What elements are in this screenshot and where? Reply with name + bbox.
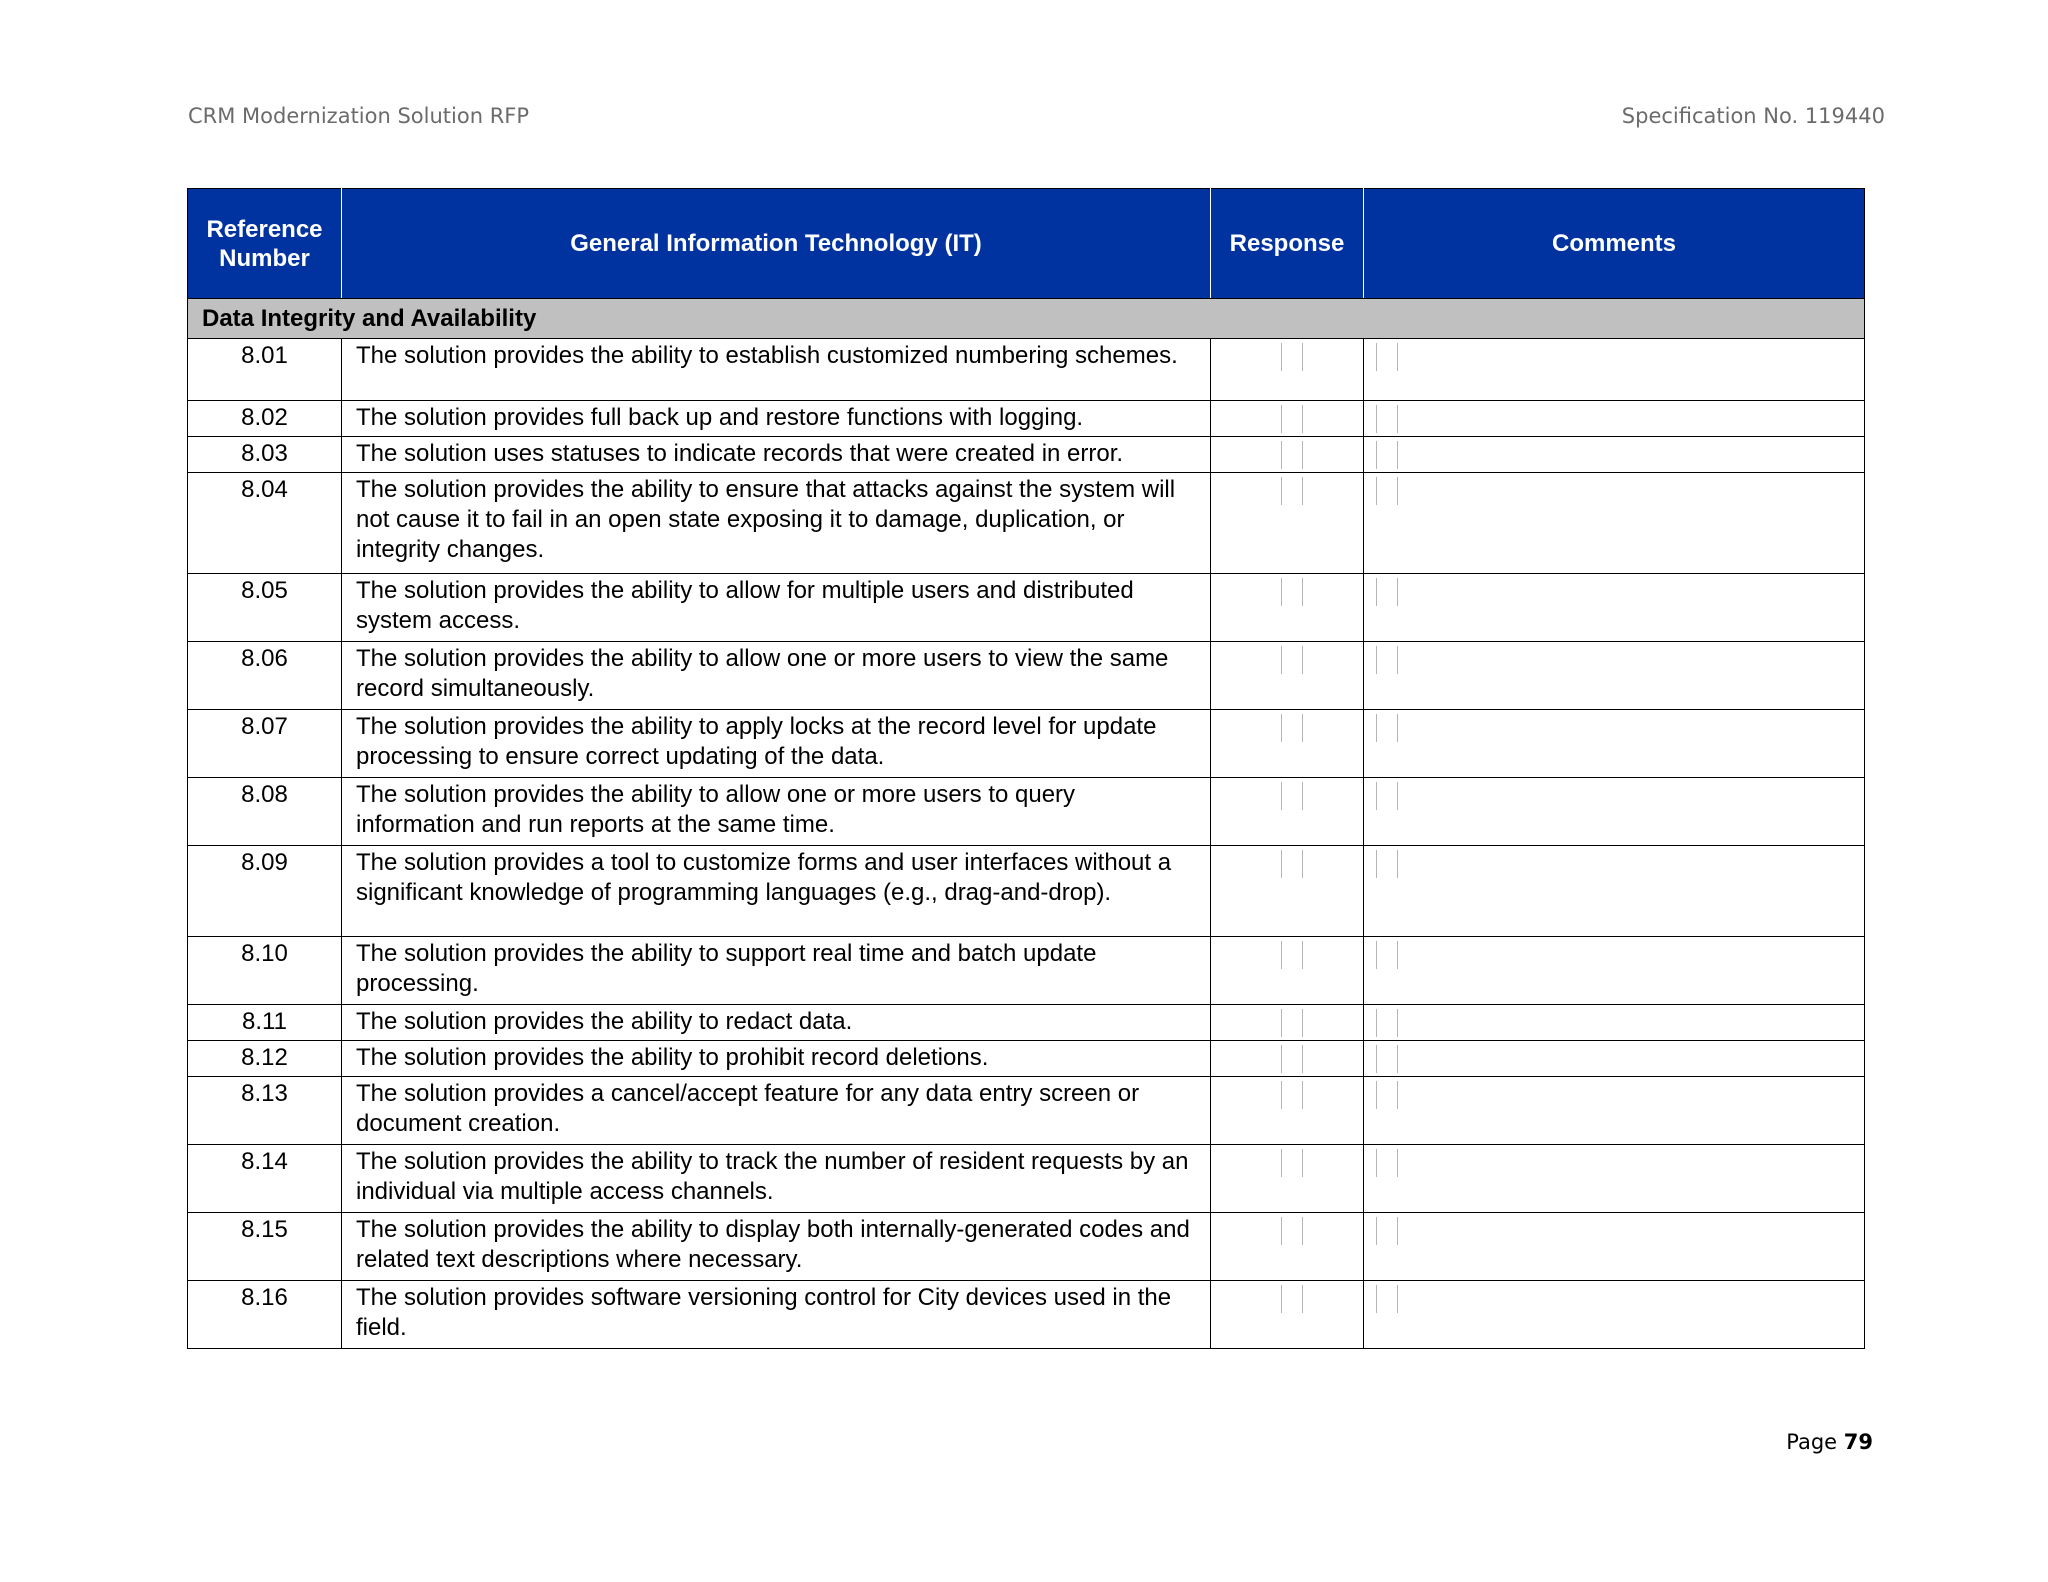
comments-cell[interactable] xyxy=(1364,1213,1865,1281)
reference-number: 8.04 xyxy=(188,473,342,574)
response-cell[interactable] xyxy=(1211,846,1364,937)
requirement-description: The solution provides a cancel/accept feature for any data entry screen or document creation. xyxy=(342,1077,1211,1145)
reference-number: 8.12 xyxy=(188,1041,342,1077)
comments-field[interactable] xyxy=(1376,646,1398,674)
comments-field[interactable] xyxy=(1376,1285,1398,1313)
reference-number: 8.06 xyxy=(188,642,342,710)
comments-cell[interactable] xyxy=(1364,401,1865,437)
reference-number: 8.14 xyxy=(188,1145,342,1213)
table-header-row xyxy=(188,189,1865,299)
requirement-description: The solution provides the ability to prohibit record deletions. xyxy=(342,1041,1211,1077)
comments-field[interactable] xyxy=(1376,850,1398,878)
comments-field[interactable] xyxy=(1376,1081,1398,1109)
section-title: Data Integrity and Availability xyxy=(188,299,1865,339)
response-field[interactable] xyxy=(1281,1081,1303,1109)
comments-cell[interactable] xyxy=(1364,1281,1865,1349)
response-cell[interactable] xyxy=(1211,339,1364,401)
reference-number: 8.10 xyxy=(188,937,342,1005)
table-row xyxy=(188,778,1865,846)
response-field[interactable] xyxy=(1281,941,1303,969)
requirement-description: The solution provides full back up and restore functions with logging. xyxy=(342,401,1211,437)
column-header-comments: Comments xyxy=(1364,189,1865,299)
response-field[interactable] xyxy=(1281,714,1303,742)
comments-field[interactable] xyxy=(1376,1045,1398,1073)
response-field[interactable] xyxy=(1281,646,1303,674)
comments-field[interactable] xyxy=(1376,405,1398,433)
column-header-response: Response xyxy=(1211,189,1364,299)
reference-number: 8.15 xyxy=(188,1213,342,1281)
comments-field[interactable] xyxy=(1376,1009,1398,1037)
table-row xyxy=(188,473,1865,574)
requirement-description: The solution provides the ability to establish customized numbering schemes. xyxy=(342,339,1211,401)
comments-field[interactable] xyxy=(1376,1217,1398,1245)
comments-cell[interactable] xyxy=(1364,1077,1865,1145)
specification-number: Specification No. 119440 xyxy=(1621,104,1885,128)
response-field[interactable] xyxy=(1281,1009,1303,1037)
comments-cell[interactable] xyxy=(1364,574,1865,642)
response-cell[interactable] xyxy=(1211,1077,1364,1145)
reference-number: 8.03 xyxy=(188,437,342,473)
response-field[interactable] xyxy=(1281,1149,1303,1177)
response-field[interactable] xyxy=(1281,782,1303,810)
response-cell[interactable] xyxy=(1211,642,1364,710)
requirement-description: The solution provides the ability to allow one or more users to query information and run reports at the same time. xyxy=(342,778,1211,846)
comments-cell[interactable] xyxy=(1364,1041,1865,1077)
response-field[interactable] xyxy=(1281,343,1303,371)
comments-field[interactable] xyxy=(1376,343,1398,371)
response-field[interactable] xyxy=(1281,850,1303,878)
requirement-description: The solution provides the ability to allow one or more users to view the same record simultaneously. xyxy=(342,642,1211,710)
table-row xyxy=(188,1213,1865,1281)
requirement-description: The solution provides the ability to track the number of resident requests by an individual via multiple access channels. xyxy=(342,1145,1211,1213)
table-row xyxy=(188,1281,1865,1349)
comments-field[interactable] xyxy=(1376,477,1398,505)
table-row xyxy=(188,937,1865,1005)
response-cell[interactable] xyxy=(1211,401,1364,437)
table-row xyxy=(188,437,1865,473)
reference-number: 8.01 xyxy=(188,339,342,401)
comments-cell[interactable] xyxy=(1364,642,1865,710)
requirement-description: The solution provides software versioning control for City devices used in the field. xyxy=(342,1281,1211,1349)
requirement-description: The solution provides the ability to apply locks at the record level for update processing to ensure correct updating of the data. xyxy=(342,710,1211,778)
response-field[interactable] xyxy=(1281,578,1303,606)
response-cell[interactable] xyxy=(1211,1145,1364,1213)
reference-number: 8.13 xyxy=(188,1077,342,1145)
reference-number: 8.09 xyxy=(188,846,342,937)
reference-number: 8.16 xyxy=(188,1281,342,1349)
table-row xyxy=(188,1145,1865,1213)
table-row xyxy=(188,1077,1865,1145)
table-row xyxy=(188,574,1865,642)
requirement-description: The solution uses statuses to indicate records that were created in error. xyxy=(342,437,1211,473)
response-cell[interactable] xyxy=(1211,574,1364,642)
comments-field[interactable] xyxy=(1376,941,1398,969)
reference-number: 8.07 xyxy=(188,710,342,778)
response-field[interactable] xyxy=(1281,1045,1303,1073)
comments-field[interactable] xyxy=(1376,714,1398,742)
page-number xyxy=(1786,1430,1873,1454)
column-header-reference: Reference Number xyxy=(188,189,342,299)
requirement-description: The solution provides the ability to support real time and batch update processing. xyxy=(342,937,1211,1005)
response-cell[interactable] xyxy=(1211,1005,1364,1041)
comments-cell[interactable] xyxy=(1364,846,1865,937)
comments-cell[interactable] xyxy=(1364,437,1865,473)
table-row xyxy=(188,710,1865,778)
comments-cell[interactable] xyxy=(1364,710,1865,778)
comments-cell[interactable] xyxy=(1364,778,1865,846)
response-field[interactable] xyxy=(1281,477,1303,505)
requirement-description: The solution provides the ability to redact data. xyxy=(342,1005,1211,1041)
comments-cell[interactable] xyxy=(1364,1145,1865,1213)
response-cell[interactable] xyxy=(1211,437,1364,473)
requirement-description: The solution provides the ability to display both internally-generated codes and related text descriptions where necessary. xyxy=(342,1213,1211,1281)
comments-field[interactable] xyxy=(1376,578,1398,606)
comments-cell[interactable] xyxy=(1364,937,1865,1005)
table-row xyxy=(188,1041,1865,1077)
response-cell[interactable] xyxy=(1211,778,1364,846)
reference-number: 8.08 xyxy=(188,778,342,846)
response-cell[interactable] xyxy=(1211,1281,1364,1349)
table-row xyxy=(188,401,1865,437)
table-row xyxy=(188,1005,1865,1041)
table-row xyxy=(188,642,1865,710)
comments-cell[interactable] xyxy=(1364,339,1865,401)
page-label: Page xyxy=(1786,1430,1838,1454)
response-field[interactable] xyxy=(1281,1285,1303,1313)
section-row xyxy=(188,299,1865,339)
response-cell[interactable] xyxy=(1211,1213,1364,1281)
comments-field[interactable] xyxy=(1376,782,1398,810)
reference-number: 8.11 xyxy=(188,1005,342,1041)
response-cell[interactable] xyxy=(1211,473,1364,574)
requirement-description: The solution provides the ability to ensure that attacks against the system will not cause it to fail in an open state exposing it to damage, duplication, or integrity changes. xyxy=(342,473,1211,574)
response-cell[interactable] xyxy=(1211,937,1364,1005)
comments-field[interactable] xyxy=(1376,1149,1398,1177)
column-header-general-it: General Information Technology (IT) xyxy=(342,189,1211,299)
comments-field[interactable] xyxy=(1376,441,1398,469)
comments-cell[interactable] xyxy=(1364,1005,1865,1041)
table-row xyxy=(188,846,1865,937)
reference-number: 8.02 xyxy=(188,401,342,437)
response-field[interactable] xyxy=(1281,405,1303,433)
requirements-table xyxy=(187,188,1865,1349)
reference-number: 8.05 xyxy=(188,574,342,642)
document-title: CRM Modernization Solution RFP xyxy=(188,104,530,128)
page-number-value: 79 xyxy=(1843,1430,1873,1454)
requirement-description: The solution provides a tool to customize forms and user interfaces without a significant knowledge of programming languages (e.g., drag-and-drop). xyxy=(342,846,1211,937)
comments-cell[interactable] xyxy=(1364,473,1865,574)
response-cell[interactable] xyxy=(1211,1041,1364,1077)
requirement-description: The solution provides the ability to allow for multiple users and distributed system access. xyxy=(342,574,1211,642)
response-field[interactable] xyxy=(1281,441,1303,469)
table-row xyxy=(188,339,1865,401)
response-cell[interactable] xyxy=(1211,710,1364,778)
response-field[interactable] xyxy=(1281,1217,1303,1245)
